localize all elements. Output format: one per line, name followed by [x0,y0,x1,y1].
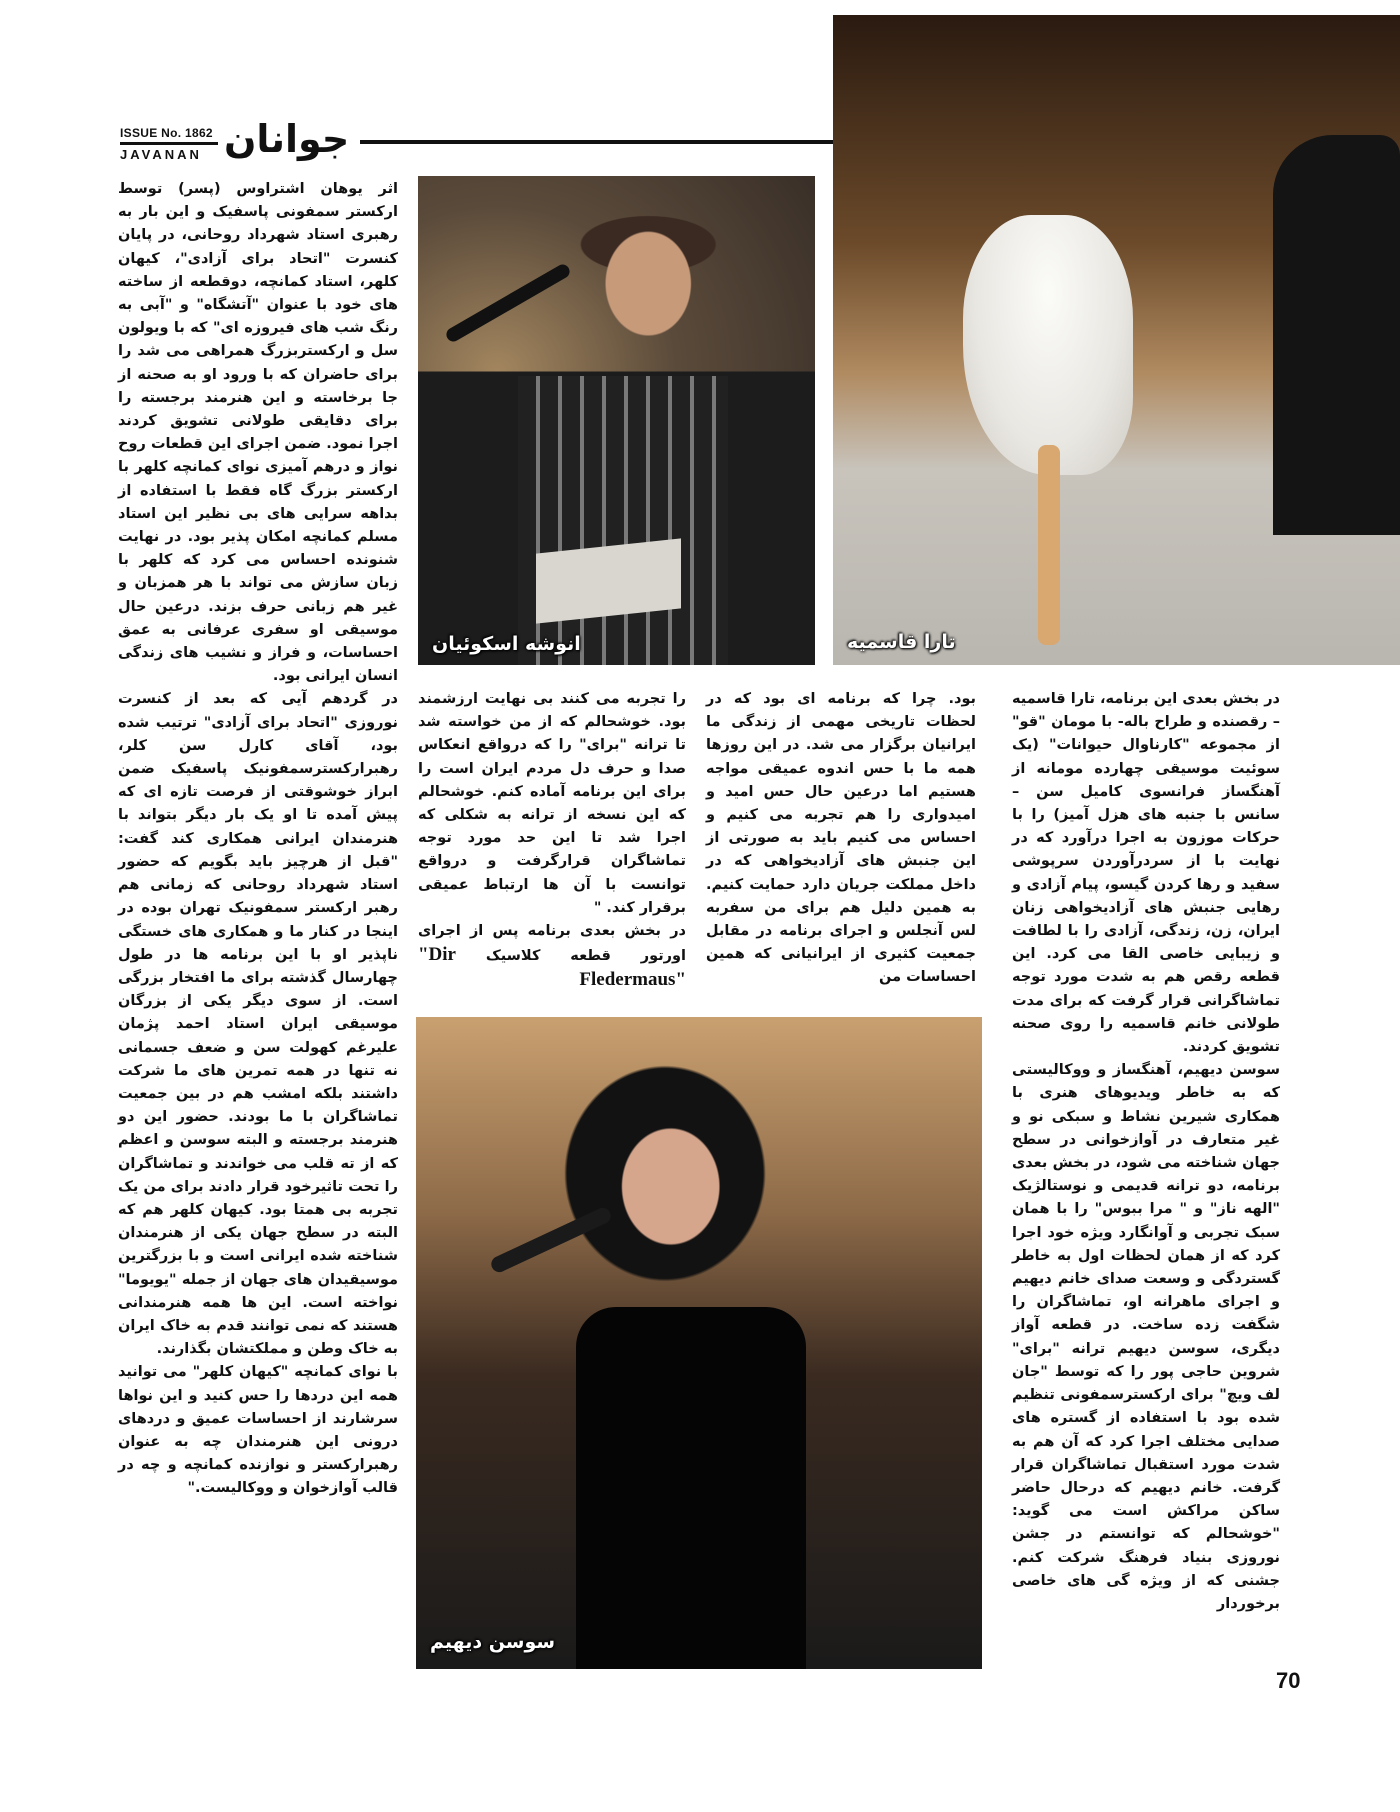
page-number: 70 [1276,1668,1301,1693]
paragraph: را تجربه می کنند بی نهایت ارزشمند بود. خوشحالم که از من خواسته شد تا ترانه "برای" را که درواقع انعکاس صدا و حرف دل مردم ایران است را برای این برنامه آماده کنم. خوشحالم که این نسخه از ترانه به شکلی که اجرا شد تا این حد مورد توجه تماشاگران قرارگرفت و درواقع توانست با آن ها ارتباط عمیقی برقرار کند. " [418,691,686,916]
work-title-latin: "Dir Fledermaus" [418,944,686,991]
brand-name-latin: JAVANAN [120,147,202,162]
paragraph: با نوای کمانچه "کیهان کلهر" می توانید همه این دردها را حس کنید و این نواها سرشارند از احساسات عمیق و دردهای درونی این هنرمندان چه به عنوان رهبرارکستر و نوازنده کمانچه و چه در قالب آوازخوان و ووکالیست." [118,1364,398,1497]
issue-rule [120,142,218,145]
photo-ballet-dancer [833,15,1400,665]
article-column-left [118,178,398,1501]
paragraph-text: در بخش بعدی برنامه پس از اجرای اورتور قطعه کلاسیک [418,923,686,965]
photo-caption: تارا قاسمیه [847,631,956,653]
photo-singer [416,1017,982,1669]
paragraph: سوسن دیهیم، آهنگساز و ووکالیستی که به خاطر ویدیوهای هنری با همکاری شیرین نشاط و سبکی نو و غیر متعارف در آوازخوانی در سطح جهان شناخته می شود، در بخش بعدی برنامه، دو ترانه قدیمی و نوستالژیک "الهه ناز" و " مرا ببوس" را با همان سبک تجربی و آوانگارد ویژه خود اجرا کرد که از همان لحظات اول به خاطر گستردگی و وسعت صدای خانم دیهیم و اجرای ماهرانه او، تماشاگران را شگفت زده ساخت. در قطعه آواز دیگری، سوسن دیهیم ترانه "برای" شروین حاجی پور را که توسط "جان لف ویچ" برای ارکسترسمفونی تنظیم شده بود با استفاده از گستره های صدایی مختلف اجرا کرد که آن هم به شدت مورد استقبال تماشاگران قرار گرفت. خانم دیهیم که درحال حاضر ساکن مراکش است می گوید: "خوشحالم که توانستم در جشن نوروزی بنیاد فرهنگ شرکت کنم. جشنی که از ویژه گی های خاصی برخوردار [1012,1062,1280,1612]
article-column-middle-left [418,688,686,994]
microphone-shape [489,1205,614,1274]
photo-musician-shape [1273,135,1400,535]
paragraph: بود. چرا که برنامه ای بود که در لحظات تاریخی مهمی از زندگی ما ایرانیان برگزار می شد. در این روزها همه ما با حس اندوه عمیقی مواجه هستیم اما درعین حال حس امید و امیدواری را هم تجربه می کنیم و احساس می کنیم باید به صورتی از این جنبش های آزادیخواهی که در داخل مملکت جریان دارد حمایت کنیم. به همین دلیل هم برای من سفربه لس آنجلس و اجرای برنامه در مقابل جمعیت کثیری از ایرانیانی که همین احساسات من [706,691,976,986]
article-column-right [1012,688,1280,1616]
photo-caption: سوسن دیهیم [430,1631,556,1653]
photo-dancer-leg-shape [1038,445,1060,645]
paragraph [418,920,686,994]
header-rule [360,140,833,144]
brand-logo: جوانان [224,117,350,161]
masthead [120,118,360,178]
photo-dancer-dress-shape [963,215,1133,475]
microphone-shape [444,262,572,344]
paragraph: در گردهم آیی که بعد از کنسرت نوروزی "اتحاد برای آزادی" ترتیب شده بود، آقای کارل سن کلر، رهبرارکسترسمفونیک پاسفیک ضمن ابراز خوشوقتی از فرصت تازه ای که پیش آمده تا او یک بار دیگر بتواند با هنرمندان ایرانی همکاری کند گفت: "قبل از هرچیز باید بگویم که حضور استاد شهرداد روحانی که زمانی هم رهبر ارکستر سمفونیک تهران بوده در اینجا در کنار ما و همکاری های خستگی ناپذیر او با این برنامه ها در طول چهارسال گذشته برای ما افتخار بزرگی است. از سوی دیگر یکی از بزرگان موسیقی ایران استاد احمد پژمان علیرغم کهولت سن و ضعف جسمانی نه تنها در همه تمرین های ما شرکت داشتند بلکه امشب هم در بین جمعیت تماشاگران با ما بودند. حضور این دو هنرمند برجسته و البته سوسن و اعظم که از ته قلب می خواندند و تماشاگران را تحت تاثیرخود قرار دادند برای من یک تجربه بی همتا بود. کیهان کلهر هم که البته در سطح جهان یکی از هنرمندان شناخته شده ایرانی است و با بزرگترین موسیقیدان های جهان از جمله "یویوما" نواخته است. این ها همه هنرمندانی هستند که نمی توانند قدم به خاک ایران به خاک وطن و مملکتشان بگذارند. [118,691,398,1358]
photo-caption: انوشه اسکوئیان [432,633,581,655]
photo-singer-body-shape [576,1307,806,1669]
paragraph: اثر یوهان اشتراوس (پسر) توسط ارکستر سمفونی پاسفیک و این بار به رهبری استاد شهرداد روحانی، در پایان کنسرت "اتحاد برای آزادی"، کیهان کلهر، استاد کمانچه، دوقطعه از ساخته های خود با عنوان "آتشگاه" و "آبی به رنگ شب های فیروزه ای" که با ویولون سل و ارکستربزرگ همراهی می شد را برای حاضران که با ورود او به صحنه از جا برخاسته و این هنرمند برجسته را برای دقایقی طولانی تشویق کردند اجرا نمود. ضمن اجرای این قطعات روح نواز و درهم آمیزی نوای کمانچه کلهر با ارکستر بزرگ گاه فقط با استفاده از بداهه سرایی های بی نظیر این استاد مسلم کمانچه امکان پذیر بود. در نهایت شنونده احساس می کرد که کلهر با زبان سازش می تواند با هر همزبان و غیر هم زبانی حرف بزند. درعین حال موسیقی او سفری عرفانی به عمق احساسات، و فراز و نشیب های زندگی انسان ایرانی بود. [118,181,398,685]
issue-number: ISSUE No. 1862 [120,126,213,140]
photo-speaker [418,176,815,665]
article-column-middle-right [706,688,976,990]
paragraph: در بخش بعدی این برنامه، تارا قاسمیه – رقصنده و طراح باله- با مومان "قو" از مجموعه "کارناوال حیوانات" (یک سوئیت موسیقی چهارده مومانه از آهنگساز فرانسوی کامیل سن – سانس با جنبه های هزل آمیز) را با حرکات موزون به اجرا درآورد که در نهایت با از سردرآوردن سرپوشی سفید و رها کردن گیسو، پیام آزادی و رهایی جنبش های آزادیخواهی زنان ایران، زن، زندگی، آزادی را با لطافت و زیبایی خاصی القا می کرد. این قطعه رقص هم به شدت مورد توجه تماشاگرانی قرار گرفت که برای مدت طولانی خانم قاسمیه را روی صحنه تشویق کردند. [1012,691,1280,1056]
